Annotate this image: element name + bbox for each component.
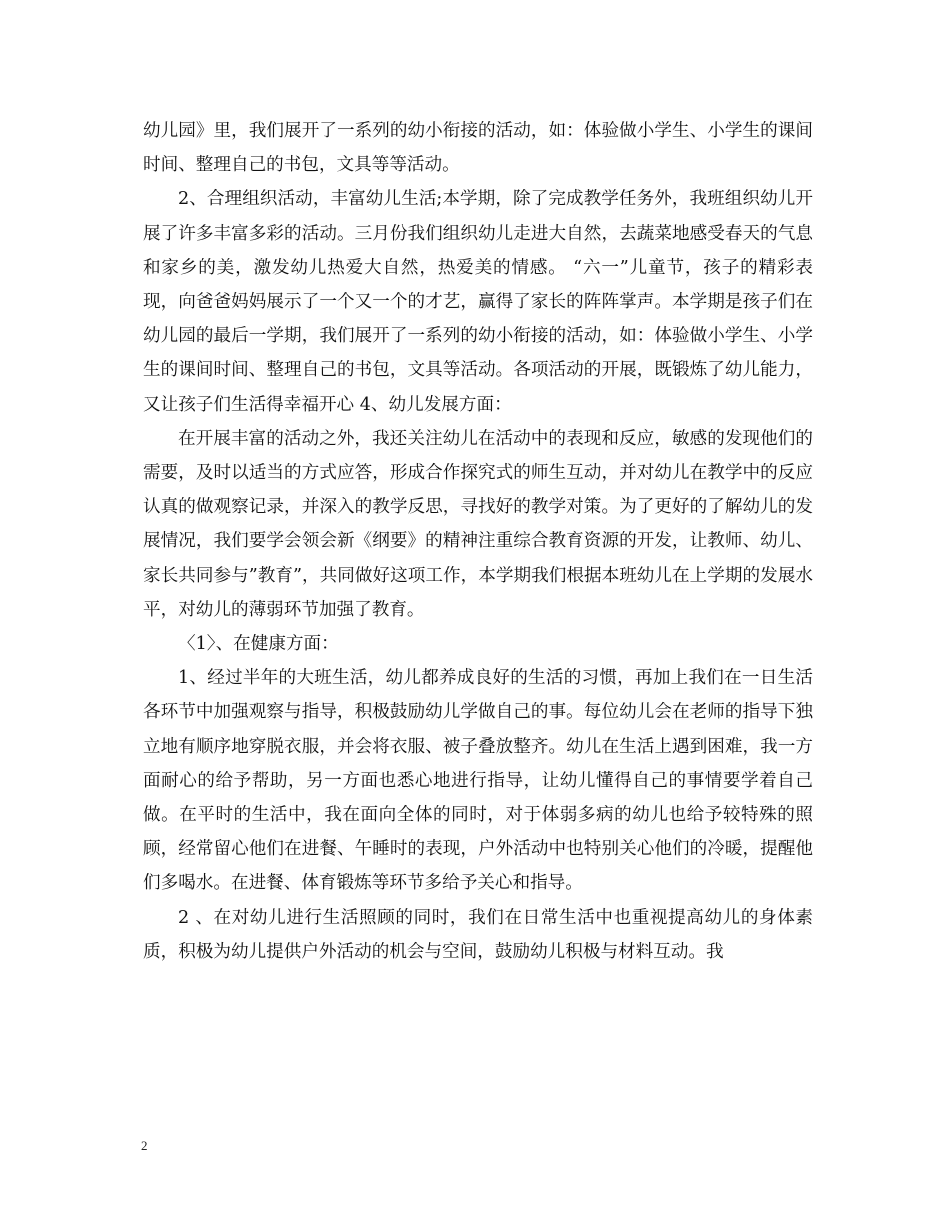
page-number: 2: [141, 1138, 148, 1153]
paragraph-1: 幼儿园》里，我们展开了一系列的幼小衔接的活动，如：体验做小学生、小学生的课间时间、整理自己的书包，文具等等活动。: [143, 121, 813, 176]
paragraph-2: 2、合理组织活动，丰富幼儿生活;本学期，除了完成教学任务外，我班组织幼儿开展了许多丰富多彩的活动。三月份我们组织幼儿走进大自然，去蔬菜地感受春天的气息和家乡的美，激发幼儿热爱大自然，热爱美的情感。 “六一”儿童节，孩子的精彩表现，向爸爸妈妈展示了一个又一个的才艺，赢得了家长的阵阵掌声。本学期是孩子们在幼儿园的最后一学期，我们展开了一系列的幼小衔接的活动，如：体验做小学生、小学生的课间时间、整理自己的书包，文具等活动。各项活动的开展，既锻炼了幼儿能力，又让孩子们生活得幸福开心 4、幼儿发展方面：: [143, 189, 813, 415]
document-body: [143, 114, 813, 969]
paragraph-3: 在开展丰富的活动之外，我还关注幼儿在活动中的表现和反应，敏感的发现他们的需要，及时以适当的方式应答，形成合作探究式的师生互动，并对幼儿在教学中的反应认真的做观察记录，并深入的教学反思，寻找好的教学对策。为了更好的了解幼儿的发展情况，我们要学会领会新《纲要》的精神注重综合教育资源的开发，让教师、幼儿、家长共同参与”教育”，共同做好这项工作，本学期我们根据本班幼儿在上学期的发展水平，对幼儿的薄弱环节加强了教育。: [143, 428, 813, 620]
paragraph-5: 1、经过半年的大班生活，幼儿都养成良好的生活的习惯，再加上我们在一日生活各环节中加强观察与指导，积极鼓励幼儿学做自己的事。每位幼儿会在老师的指导下独立地有顺序地穿脱衣服，并会将衣服、被子叠放整齐。幼儿在生活上遇到困难，我一方面耐心的给予帮助，另一方面也悉心地进行指导，让幼儿懂得自己的事情要学着自己做。在平时的生活中，我在面向全体的同时，对于体弱多病的幼儿也给予较特殊的照顾，经常留心他们在进餐、午睡时的表现，户外活动中也特别关心他们的冷暖，提醒他们多喝水。在进餐、体育锻炼等环节多给予关心和指导。: [143, 668, 813, 894]
paragraph-6: 2 、在对幼儿进行生活照顾的同时，我们在日常生活中也重视提高幼儿的身体素质，积极为幼儿提供户外活动的机会与空间，鼓励幼儿积极与材料互动。我: [143, 907, 813, 962]
section-heading-health: 〈1〉、在健康方面：: [178, 634, 339, 655]
